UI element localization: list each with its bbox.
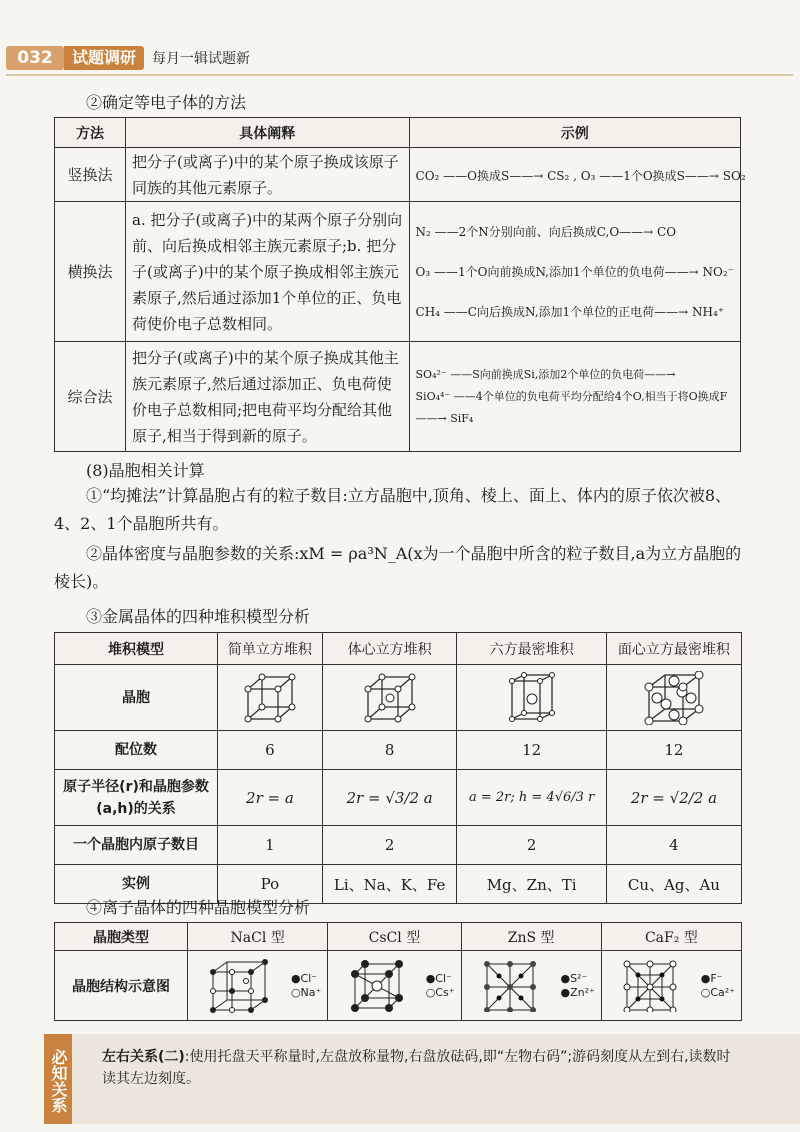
table-row <box>55 148 741 202</box>
table-cell: 2r = √3/2 a <box>322 770 457 826</box>
col-header-explanation: 具体阐释 <box>126 118 410 148</box>
ionic-heading: ④离子晶体的四种晶胞模型分析 <box>86 898 311 917</box>
reaction-5: SO₄²⁻ ——S向前换成Si,添加2个单位的负电荷——→ <box>415 367 676 381</box>
legend-anion: ●S²⁻ <box>560 971 588 985</box>
legend-cation: ○Ca²⁺ <box>700 985 735 999</box>
page-header <box>0 42 800 72</box>
series-title: 每月一辑试题新 <box>152 51 250 67</box>
row-label: 原子半径(r)和晶胞参数(a,h)的关系 <box>55 770 218 826</box>
header-rule <box>6 74 793 76</box>
legend-anion: ●F⁻ <box>700 971 723 985</box>
footer-body: :使用托盘天平称量时,左盘放称量物,右盘放砝码,即“左物右码”;游码刻度从左到右,读数时读其左边刻度。 <box>102 1049 731 1087</box>
table-row <box>55 770 742 826</box>
table-cell: 8 <box>322 731 457 770</box>
legend-cation: ○Cs⁺ <box>425 985 455 999</box>
col-header: ZnS 型 <box>461 923 601 951</box>
table-cell: 4 <box>606 826 741 865</box>
col-header: CsCl 型 <box>328 923 461 951</box>
ionic-cell-table <box>54 922 742 1021</box>
cell-calc-para1: ①“均摊法”计算晶胞占有的粒子数目:立方晶胞中,顶角、棱上、面上、体内的原子依次被8、4、2、1个晶胞所共有。 <box>54 486 732 533</box>
footer-tag: 必知关系 <box>44 1034 72 1124</box>
method-explanation: 把分子(或离子)中的某个原子换成该原子同族的其他元素原子。 <box>126 148 410 202</box>
method-name: 横换法 <box>55 202 126 342</box>
table-row <box>55 731 742 770</box>
col-header: 六方最密堆积 <box>457 633 606 665</box>
table-cell: a = 2r; h = 4√6/3 r <box>457 770 606 826</box>
cscl-cell-diagram <box>328 951 461 1021</box>
section-title: 试题调研 <box>64 46 144 70</box>
table-row <box>55 951 742 1021</box>
row-label: 实例 <box>55 865 218 904</box>
col-header: 面心立方最密堆积 <box>606 633 741 665</box>
col-header: 体心立方堆积 <box>322 633 457 665</box>
metal-heading: ③金属晶体的四种堆积模型分析 <box>86 607 311 626</box>
table-cell: Cu、Ag、Au <box>606 865 741 904</box>
method-name: 竖换法 <box>55 148 126 202</box>
col-header: NaCl 型 <box>188 923 328 951</box>
footer-title: 左右关系(二) <box>102 1049 185 1065</box>
table-cell: 2r = a <box>218 770 323 826</box>
table-cell: 12 <box>606 731 741 770</box>
legend-anion: ●Cl⁻ <box>425 971 452 985</box>
table-row <box>55 202 741 342</box>
method-example <box>409 202 740 342</box>
reaction-1: CO₂ ——O换成S——→ CS₂ , O₃ ——1个O换成S——→ SO₂ <box>415 168 746 183</box>
table-cell: 1 <box>218 826 323 865</box>
table-cell: Mg、Zn、Ti <box>457 865 606 904</box>
table-cell: 2r = √2/2 a <box>606 770 741 826</box>
row-label: 晶胞 <box>55 665 218 731</box>
caf2-cell-diagram <box>601 951 741 1021</box>
fcc-cell-icon <box>606 665 741 731</box>
col-header: 堆积模型 <box>55 633 218 665</box>
zns-cell-diagram <box>461 951 601 1021</box>
footer-note <box>44 1034 800 1124</box>
legend-cation: ●Zn²⁺ <box>560 985 595 999</box>
col-header: CaF₂ 型 <box>601 923 741 951</box>
reaction-2: N₂ ——2个N分别向前、向后换成C,O——→ CO <box>415 224 677 239</box>
col-header-method: 方法 <box>55 118 126 148</box>
bcc-cell-icon <box>322 665 457 731</box>
nacl-cell-diagram <box>188 951 328 1021</box>
method-explanation: 把分子(或离子)中的某个原子换成其他主族元素原子,然后通过添加正、负电荷使价电子总数相同;把电荷平均分配给其他原子,相当于得到新的原子。 <box>126 342 410 452</box>
method-explanation: a. 把分子(或离子)中的某两个原子分别向前、向后换成相邻主族元素原子;b. 把分子(或离子)中的某个原子换成相邻主族元素原子,然后通过添加1个单位的正、负电荷使价电子总数相同。 <box>126 202 410 342</box>
table-cell: 6 <box>218 731 323 770</box>
reaction-4: CH₄ ——C向后换成N,添加1个单位的正电荷——→ NH₄⁺ <box>415 304 725 319</box>
reaction-3: O₃ ——1个O向前换成N,添加1个单位的负电荷——→ NO₂⁻ <box>415 264 734 279</box>
table-row <box>55 665 742 731</box>
metal-stacking-table <box>54 632 742 904</box>
hcp-cell-icon <box>457 665 606 731</box>
cell-calc-heading: (8)晶胞相关计算 <box>86 461 205 480</box>
method-example <box>409 148 746 202</box>
simple-cubic-cell-icon <box>218 665 323 731</box>
reaction-6: SiO₄⁴⁻ ——4个单位的负电荷平均分配给4个O,相当于将O换成F——→ SiF₄ <box>415 389 728 425</box>
isoelectronic-heading: ②确定等电子体的方法 <box>86 93 247 112</box>
page-number: 032 <box>6 46 64 70</box>
col-header-example: 示例 <box>409 118 740 148</box>
method-name: 综合法 <box>55 342 126 452</box>
cell-calc-para2: ②晶体密度与晶胞参数的关系:xM = ρa³N_A(x为一个晶胞中所含的粒子数目,a为立方晶胞的棱长)。 <box>54 544 742 591</box>
table-row <box>55 826 742 865</box>
isoelectronic-table <box>54 117 746 452</box>
table-row <box>55 342 741 452</box>
table-cell: Li、Na、K、Fe <box>322 865 457 904</box>
footer-text <box>102 1046 742 1090</box>
row-label: 一个晶胞内原子数目 <box>55 826 218 865</box>
table-cell: Po <box>218 865 323 904</box>
method-example <box>409 342 740 452</box>
row-label: 配位数 <box>55 731 218 770</box>
table-cell: 12 <box>457 731 606 770</box>
col-header: 简单立方堆积 <box>218 633 323 665</box>
col-header: 晶胞类型 <box>55 923 188 951</box>
table-cell: 2 <box>457 826 606 865</box>
legend-anion: ●Cl⁻ <box>290 971 318 985</box>
legend-cation: ○Na⁺ <box>290 985 322 999</box>
row-label: 晶胞结构示意图 <box>55 951 188 1021</box>
table-cell: 2 <box>322 826 457 865</box>
